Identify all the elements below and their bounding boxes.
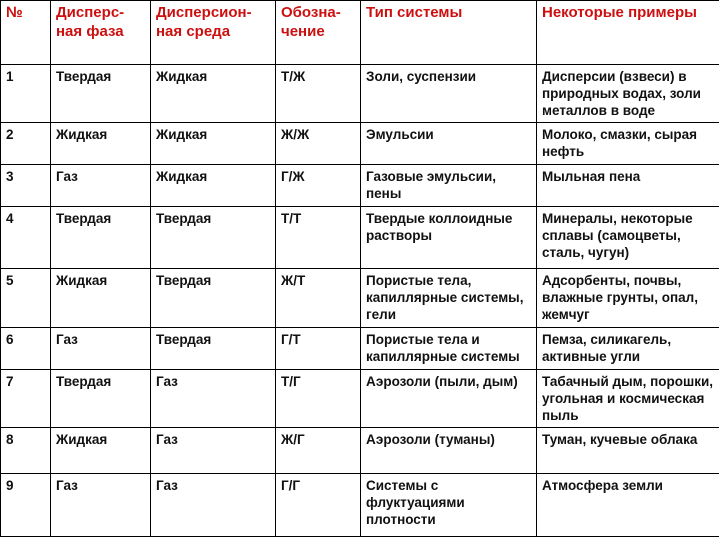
cell-system-type: Аэрозоли (туманы) [361, 428, 537, 474]
cell-designation: Т/Ж [276, 65, 361, 123]
cell-dispersion-medium: Твердая [151, 328, 276, 370]
cell-number: 8 [1, 428, 51, 474]
cell-dispersion-medium: Газ [151, 474, 276, 537]
cell-number: 5 [1, 269, 51, 328]
cell-system-type: Твердые коллоидные растворы [361, 207, 537, 269]
cell-examples: Дисперсии (взвеси) в природных водах, золи металлов в воде [537, 65, 719, 123]
cell-dispersion-medium: Твердая [151, 207, 276, 269]
cell-system-type: Системы с флуктуациями плотности [361, 474, 537, 537]
cell-designation: Ж/Г [276, 428, 361, 474]
cell-number: 3 [1, 165, 51, 207]
cell-system-type: Пористые тела и капиллярные системы [361, 328, 537, 370]
cell-designation: Ж/Т [276, 269, 361, 328]
cell-number: 7 [1, 370, 51, 428]
cell-examples: Пемза, силикагель, активные угли [537, 328, 719, 370]
cell-designation: Т/Г [276, 370, 361, 428]
cell-dispersed-phase: Твердая [51, 207, 151, 269]
cell-system-type: Эмульсии [361, 123, 537, 165]
table-row [1, 428, 719, 474]
cell-dispersion-medium: Жидкая [151, 123, 276, 165]
table-row [1, 269, 719, 328]
cell-dispersed-phase: Жидкая [51, 123, 151, 165]
cell-system-type: Аэрозоли (пыли, дым) [361, 370, 537, 428]
table-row [1, 474, 719, 537]
cell-designation: Г/Ж [276, 165, 361, 207]
cell-designation: Т/Т [276, 207, 361, 269]
cell-dispersion-medium: Твердая [151, 269, 276, 328]
cell-number: 2 [1, 123, 51, 165]
cell-designation: Г/Т [276, 328, 361, 370]
cell-system-type: Пористые тела, капиллярные системы, гели [361, 269, 537, 328]
cell-examples: Адсорбенты, почвы, влажные грунты, опал, жемчуг [537, 269, 719, 328]
cell-designation: Ж/Ж [276, 123, 361, 165]
cell-dispersion-medium: Газ [151, 428, 276, 474]
cell-dispersed-phase: Жидкая [51, 269, 151, 328]
cell-dispersed-phase: Газ [51, 328, 151, 370]
cell-examples: Табачный дым, порошки, угольная и космическая пыль [537, 370, 719, 428]
cell-dispersed-phase: Твердая [51, 370, 151, 428]
cell-dispersion-medium: Жидкая [151, 165, 276, 207]
cell-designation: Г/Г [276, 474, 361, 537]
cell-dispersion-medium: Газ [151, 370, 276, 428]
cell-number: 9 [1, 474, 51, 537]
table-row [1, 328, 719, 370]
header-designation: Обозна- чение [276, 1, 361, 65]
cell-examples: Минералы, некоторые сплавы (самоцветы, сталь, чугун) [537, 207, 719, 269]
cell-number: 1 [1, 65, 51, 123]
table-row [1, 370, 719, 428]
cell-system-type: Золи, суспензии [361, 65, 537, 123]
cell-system-type: Газовые эмульсии, пены [361, 165, 537, 207]
cell-examples: Туман, кучевые облака [537, 428, 719, 474]
header-number: № [1, 1, 51, 65]
cell-examples: Мыльная пена [537, 165, 719, 207]
table-row [1, 207, 719, 269]
header-system-type: Тип системы [361, 1, 537, 65]
cell-dispersed-phase: Газ [51, 474, 151, 537]
table-row [1, 165, 719, 207]
header-dispersed-phase: Дисперс- ная фаза [51, 1, 151, 65]
header-examples: Некоторые примеры [537, 1, 719, 65]
cell-dispersed-phase: Газ [51, 165, 151, 207]
table-row [1, 123, 719, 165]
cell-dispersed-phase: Жидкая [51, 428, 151, 474]
cell-dispersed-phase: Твердая [51, 65, 151, 123]
cell-examples: Молоко, смазки, сырая нефть [537, 123, 719, 165]
cell-examples: Атмосфера земли [537, 474, 719, 537]
table-row [1, 65, 719, 123]
cell-number: 6 [1, 328, 51, 370]
cell-number: 4 [1, 207, 51, 269]
cell-dispersion-medium: Жидкая [151, 65, 276, 123]
header-row [1, 1, 719, 65]
header-dispersion-medium: Дисперсион- ная среда [151, 1, 276, 65]
